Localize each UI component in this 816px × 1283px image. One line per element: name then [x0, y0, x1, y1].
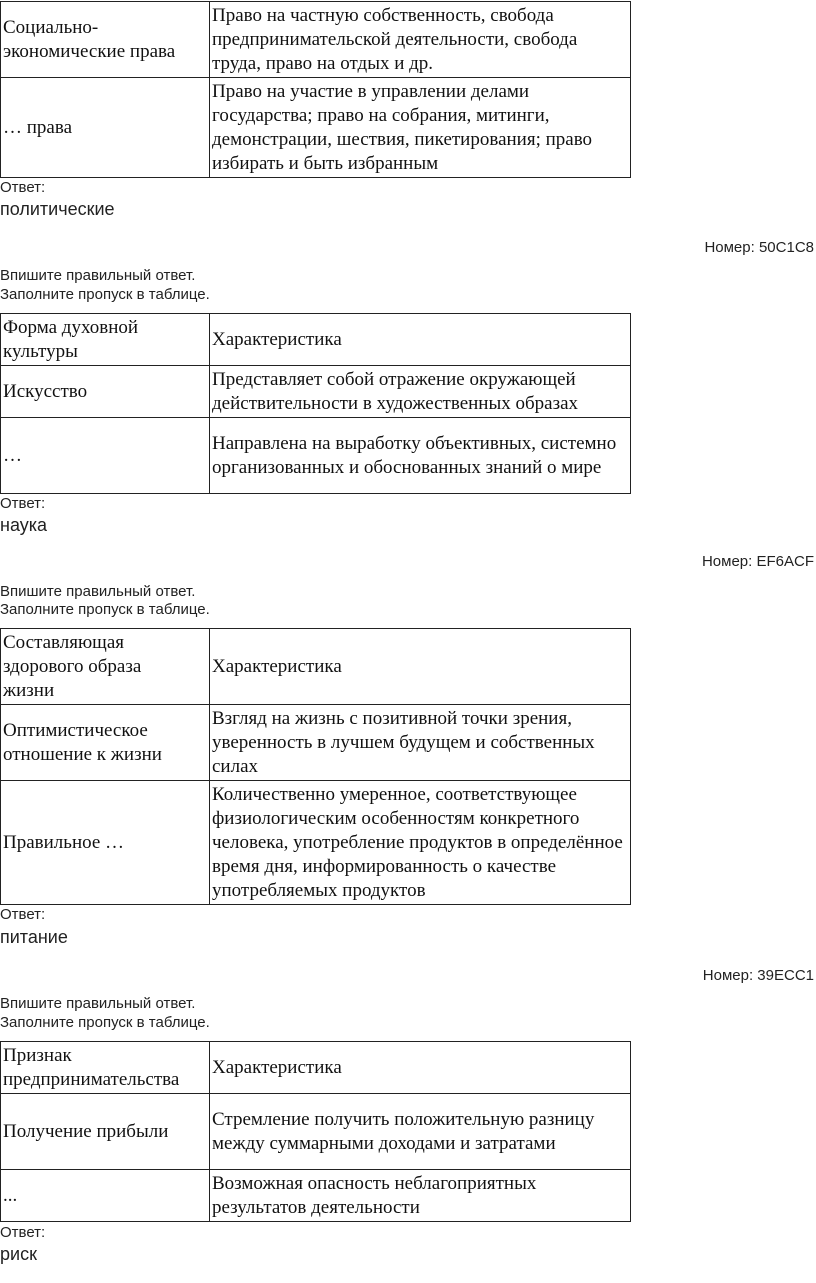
instruction-text: Впишите правильный ответ.	[0, 267, 196, 284]
table-row	[1, 705, 631, 781]
table-header-cell: Характеристика	[210, 1042, 631, 1094]
table-row	[1, 1170, 631, 1222]
table-row	[1, 366, 631, 418]
subinstruction-text: Заполните пропуск в таблице.	[0, 601, 210, 618]
table-cell: Оптимистическое отношение к жизни	[1, 705, 210, 781]
subinstruction-text: Заполните пропуск в таблице.	[0, 286, 210, 303]
task-number: Номер: EF6ACF	[701, 553, 814, 570]
table-header-cell: Характеристика	[210, 629, 631, 705]
table-cell: Искусство	[1, 366, 210, 418]
table-header-cell: Признак предпринимательства	[1, 1042, 210, 1094]
answer-value: риск	[0, 1244, 37, 1264]
table-cell: Направлена на выработку объективных, системно организованных и обоснованных знаний о мире	[210, 418, 631, 494]
task-number: Номер: 39ECC1	[702, 967, 814, 984]
answer-label: Ответ:	[0, 179, 46, 196]
answer-label: Ответ:	[0, 906, 46, 923]
task-table-1	[0, 1, 631, 178]
table-cell: Право на частную собственность, свобода предпринимательской деятельности, свобода труда, право на отдых и др.	[210, 2, 631, 78]
table-header-row	[1, 314, 631, 366]
table-header-row	[1, 1042, 631, 1094]
instruction-text: Впишите правильный ответ.	[0, 995, 196, 1012]
table-header-cell: Составляющая здорового образа жизни	[1, 629, 210, 705]
task-number: Номер: 50C1C8	[704, 239, 814, 256]
table-row	[1, 2, 631, 78]
table-cell: Правильное …	[1, 781, 210, 905]
table-cell: Получение прибыли	[1, 1094, 210, 1170]
answer-value: наука	[0, 515, 48, 535]
table-cell: …	[1, 418, 210, 494]
answer-value: питание	[0, 927, 68, 947]
table-header-row	[1, 629, 631, 705]
table-cell: ...	[1, 1170, 210, 1222]
table-header-cell: Форма духовной культуры	[1, 314, 210, 366]
table-cell: Взгляд на жизнь с позитивной точки зрения, уверенность в лучшем будущем и собственных силах	[210, 705, 631, 781]
table-row	[1, 418, 631, 494]
table-row	[1, 781, 631, 905]
table-row	[1, 1094, 631, 1170]
table-cell: … права	[1, 78, 210, 178]
answer-value: политические	[0, 199, 115, 219]
subinstruction-text: Заполните пропуск в таблице.	[0, 1014, 210, 1031]
task-table-4	[0, 1041, 631, 1222]
table-header-cell: Характеристика	[210, 314, 631, 366]
answer-label: Ответ:	[0, 495, 46, 512]
table-cell: Стремление получить положительную разницу между суммарными доходами и затратами	[210, 1094, 631, 1170]
table-cell: Социально-экономические права	[1, 2, 210, 78]
instruction-text: Впишите правильный ответ.	[0, 583, 196, 600]
table-cell: Количественно умеренное, соответствующее физиологическим особенностям конкретного человека, употребление продуктов в определённое время дня, информированность о качестве употребляемых продуктов	[210, 781, 631, 905]
table-cell: Право на участие в управлении делами государства; право на собрания, митинги, демонстрации, шествия, пикетирования; право избирать и быть избранным	[210, 78, 631, 178]
answer-label: Ответ:	[0, 1224, 46, 1241]
table-cell: Возможная опасность неблагоприятных результатов деятельности	[210, 1170, 631, 1222]
task-table-2	[0, 313, 631, 494]
table-row	[1, 78, 631, 178]
table-cell: Представляет собой отражение окружающей действительности в художественных образах	[210, 366, 631, 418]
task-table-3	[0, 628, 631, 905]
